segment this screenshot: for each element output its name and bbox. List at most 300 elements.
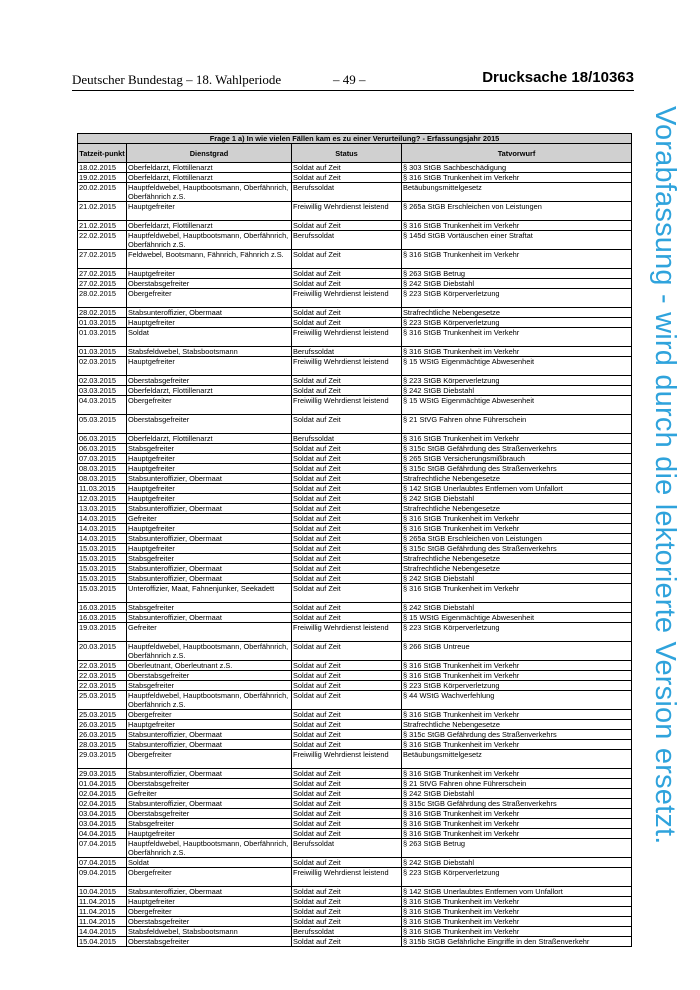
cell-date: 16.03.2015 <box>78 613 127 623</box>
cell-offence: § 315c StGB Gefährdung des Straßenverkehrs <box>402 464 632 474</box>
cell-date: 13.03.2015 <box>78 504 127 514</box>
cell-offence: § 145d StGB Vortäuschen einer Straftat <box>402 231 632 250</box>
cell-offence: § 265a StGB Erschleichen von Leistungen <box>402 202 632 221</box>
table-row <box>78 887 632 897</box>
table-row <box>78 829 632 839</box>
cell-offence: § 316 StGB Trunkenheit im Verkehr <box>402 927 632 937</box>
cell-offence: § 316 StGB Trunkenheit im Verkehr <box>402 829 632 839</box>
cell-status: Soldat auf Zeit <box>292 494 402 504</box>
table-row <box>78 710 632 720</box>
cell-rank: Hauptfeldwebel, Hauptbootsmann, Oberfähnrich, Oberfähnrich z.S. <box>127 642 292 661</box>
cell-offence: § 15 WStG Eigenmächtige Abwesenheit <box>402 396 632 415</box>
cell-rank: Stabsgefreiter <box>127 554 292 564</box>
cell-rank: Obergefreiter <box>127 396 292 415</box>
cell-rank: Hauptgefreiter <box>127 269 292 279</box>
cell-date: 29.03.2015 <box>78 750 127 769</box>
cell-rank: Oberstabsgefreiter <box>127 279 292 289</box>
cell-status: Berufssoldat <box>292 927 402 937</box>
column-header-tatvorwurf: Tatvorwurf <box>402 144 632 163</box>
cell-rank: Hauptgefreiter <box>127 829 292 839</box>
cell-rank: Oberleutnant, Oberleutnant z.S. <box>127 661 292 671</box>
table-row <box>78 681 632 691</box>
cell-offence: § 242 StGB Diebstahl <box>402 603 632 613</box>
cell-offence: Strafrechtliche Nebengesetze <box>402 720 632 730</box>
cell-rank: Hauptfeldwebel, Hauptbootsmann, Oberfähnrich, Oberfähnrich z.S. <box>127 839 292 858</box>
cell-offence: § 15 WStG Eigenmächtige Abwesenheit <box>402 613 632 623</box>
watermark <box>642 106 688 916</box>
cell-date: 15.03.2015 <box>78 584 127 603</box>
table-title: Frage 1 a) In wie vielen Fällen kam es zu einer Verurteilung? - Erfassungsjahr 2015 <box>78 134 632 144</box>
cell-date: 15.03.2015 <box>78 554 127 564</box>
cell-status: Soldat auf Zeit <box>292 779 402 789</box>
cell-status: Soldat auf Zeit <box>292 474 402 484</box>
cell-offence: § 315c StGB Gefährdung des Straßenverkehrs <box>402 730 632 740</box>
column-header-status: Status <box>292 144 402 163</box>
cell-offence: § 265 StGB Versicherungsmißbrauch <box>402 454 632 464</box>
cell-rank: Stabsunteroffizier, Obermaat <box>127 799 292 809</box>
cell-rank: Stabsunteroffizier, Obermaat <box>127 887 292 897</box>
cell-offence: § 316 StGB Trunkenheit im Verkehr <box>402 328 632 347</box>
cell-offence: § 316 StGB Trunkenheit im Verkehr <box>402 434 632 444</box>
cell-status: Soldat auf Zeit <box>292 318 402 328</box>
cell-rank: Hauptgefreiter <box>127 720 292 730</box>
table-row <box>78 434 632 444</box>
cell-offence: § 316 StGB Trunkenheit im Verkehr <box>402 524 632 534</box>
cell-offence: § 242 StGB Diebstahl <box>402 494 632 504</box>
cell-status: Soldat auf Zeit <box>292 376 402 386</box>
table-row <box>78 868 632 887</box>
cell-date: 22.03.2015 <box>78 681 127 691</box>
cell-status: Soldat auf Zeit <box>292 163 402 173</box>
cell-rank: Oberfeldarzt, Flottillenarzt <box>127 221 292 231</box>
data-table <box>77 133 632 947</box>
cell-status: Soldat auf Zeit <box>292 819 402 829</box>
cell-date: 03.04.2015 <box>78 819 127 829</box>
cell-status: Berufssoldat <box>292 231 402 250</box>
cell-status: Soldat auf Zeit <box>292 789 402 799</box>
table-row <box>78 504 632 514</box>
cell-status: Soldat auf Zeit <box>292 661 402 671</box>
cell-date: 15.03.2015 <box>78 574 127 584</box>
cell-offence: § 316 StGB Trunkenheit im Verkehr <box>402 740 632 750</box>
cell-rank: Oberfeldarzt, Flottillenarzt <box>127 173 292 183</box>
cell-rank: Oberstabsgefreiter <box>127 376 292 386</box>
cell-rank: Stabsunteroffizier, Obermaat <box>127 504 292 514</box>
table-row <box>78 897 632 907</box>
cell-rank: Oberfeldarzt, Flottillenarzt <box>127 434 292 444</box>
cell-status: Soldat auf Zeit <box>292 454 402 464</box>
page-number: – 49 – <box>333 72 366 87</box>
cell-status: Soldat auf Zeit <box>292 691 402 710</box>
cell-status: Freiwillig Wehrdienst leistend <box>292 623 402 642</box>
cell-rank: Gefreiter <box>127 623 292 642</box>
column-header-tatzeitpunkt: Tatzeit-punkt <box>78 144 127 163</box>
cell-rank: Obergefreiter <box>127 907 292 917</box>
cell-status: Soldat auf Zeit <box>292 269 402 279</box>
cell-status: Berufssoldat <box>292 434 402 444</box>
cell-date: 25.03.2015 <box>78 691 127 710</box>
cell-rank: Feldwebel, Bootsmann, Fähnrich, Fähnrich z.S. <box>127 250 292 269</box>
cell-date: 03.04.2015 <box>78 809 127 819</box>
cell-rank: Oberfeldarzt, Flottillenarzt <box>127 163 292 173</box>
cell-rank: Stabsunteroffizier, Obermaat <box>127 308 292 318</box>
table-row <box>78 779 632 789</box>
table-row <box>78 564 632 574</box>
cell-date: 28.02.2015 <box>78 289 127 308</box>
cell-date: 14.03.2015 <box>78 534 127 544</box>
cell-date: 05.03.2015 <box>78 415 127 434</box>
cell-offence: Betäubungsmittelgesetz <box>402 183 632 202</box>
cell-status: Freiwillig Wehrdienst leistend <box>292 357 402 376</box>
cell-rank: Obergefreiter <box>127 710 292 720</box>
cell-date: 09.04.2015 <box>78 868 127 887</box>
cell-offence: § 44 WStG Wachverfehlung <box>402 691 632 710</box>
table-row <box>78 661 632 671</box>
cell-rank: Oberstabsgefreiter <box>127 937 292 947</box>
table-row <box>78 907 632 917</box>
cell-status: Soldat auf Zeit <box>292 613 402 623</box>
cell-offence: § 315c StGB Gefährdung des Straßenverkehrs <box>402 444 632 454</box>
table-row <box>78 858 632 868</box>
cell-status: Soldat auf Zeit <box>292 799 402 809</box>
cell-rank: Hauptfeldwebel, Hauptbootsmann, Oberfähnrich, Oberfähnrich z.S. <box>127 231 292 250</box>
cell-status: Freiwillig Wehrdienst leistend <box>292 328 402 347</box>
cell-status: Freiwillig Wehrdienst leistend <box>292 289 402 308</box>
table-row <box>78 809 632 819</box>
cell-date: 02.04.2015 <box>78 789 127 799</box>
cell-offence: § 316 StGB Trunkenheit im Verkehr <box>402 661 632 671</box>
cell-status: Soldat auf Zeit <box>292 173 402 183</box>
cell-date: 14.04.2015 <box>78 927 127 937</box>
cell-date: 11.04.2015 <box>78 897 127 907</box>
cell-date: 02.04.2015 <box>78 799 127 809</box>
cell-date: 07.04.2015 <box>78 858 127 868</box>
cell-status: Soldat auf Zeit <box>292 415 402 434</box>
table-row <box>78 789 632 799</box>
header-left: Deutscher Bundestag – 18. Wahlperiode <box>72 72 282 87</box>
cell-date: 18.02.2015 <box>78 163 127 173</box>
cell-date: 11.04.2015 <box>78 907 127 917</box>
table-row <box>78 642 632 661</box>
cell-offence: § 316 StGB Trunkenheit im Verkehr <box>402 173 632 183</box>
cell-status: Soldat auf Zeit <box>292 554 402 564</box>
cell-rank: Oberfeldarzt, Flottillenarzt <box>127 386 292 396</box>
table-row <box>78 839 632 858</box>
table-row <box>78 454 632 464</box>
table-row <box>78 623 632 642</box>
cell-date: 14.03.2015 <box>78 514 127 524</box>
table-row <box>78 750 632 769</box>
cell-status: Soldat auf Zeit <box>292 250 402 269</box>
cell-status: Soldat auf Zeit <box>292 681 402 691</box>
cell-status: Soldat auf Zeit <box>292 809 402 819</box>
cell-status: Berufssoldat <box>292 839 402 858</box>
table-row <box>78 484 632 494</box>
cell-status: Soldat auf Zeit <box>292 710 402 720</box>
cell-offence: § 263 StGB Betrug <box>402 269 632 279</box>
cell-rank: Stabsunteroffizier, Obermaat <box>127 574 292 584</box>
cell-date: 01.03.2015 <box>78 318 127 328</box>
table-row <box>78 231 632 250</box>
cell-rank: Stabsunteroffizier, Obermaat <box>127 613 292 623</box>
cell-rank: Obergefreiter <box>127 868 292 887</box>
cell-status: Freiwillig Wehrdienst leistend <box>292 868 402 887</box>
cell-rank: Stabsfeldwebel, Stabsbootsmann <box>127 347 292 357</box>
cell-status: Freiwillig Wehrdienst leistend <box>292 396 402 415</box>
table-row <box>78 927 632 937</box>
cell-offence: § 223 StGB Körperverletzung <box>402 623 632 642</box>
cell-rank: Hauptgefreiter <box>127 464 292 474</box>
cell-date: 15.04.2015 <box>78 937 127 947</box>
cell-status: Soldat auf Zeit <box>292 504 402 514</box>
cell-date: 19.03.2015 <box>78 623 127 642</box>
cell-offence: § 316 StGB Trunkenheit im Verkehr <box>402 769 632 779</box>
cell-status: Soldat auf Zeit <box>292 769 402 779</box>
table-row <box>78 444 632 454</box>
table-row <box>78 799 632 809</box>
cell-offence: § 316 StGB Trunkenheit im Verkehr <box>402 907 632 917</box>
column-header-dienstgrad: Dienstgrad <box>127 144 292 163</box>
cell-offence: § 242 StGB Diebstahl <box>402 386 632 396</box>
table-row <box>78 819 632 829</box>
cell-date: 27.02.2015 <box>78 269 127 279</box>
table-row <box>78 937 632 947</box>
cell-rank: Stabsgefreiter <box>127 603 292 613</box>
cell-rank: Stabsfeldwebel, Stabsbootsmann <box>127 927 292 937</box>
cell-status: Soldat auf Zeit <box>292 740 402 750</box>
cell-rank: Oberstabsgefreiter <box>127 415 292 434</box>
cell-date: 07.04.2015 <box>78 839 127 858</box>
cell-status: Soldat auf Zeit <box>292 858 402 868</box>
cell-status: Soldat auf Zeit <box>292 907 402 917</box>
cell-date: 21.02.2015 <box>78 202 127 221</box>
cell-rank: Hauptgefreiter <box>127 484 292 494</box>
cell-offence: Strafrechtliche Nebengesetze <box>402 564 632 574</box>
cell-status: Soldat auf Zeit <box>292 897 402 907</box>
cell-offence: § 315b StGB Gefährliche Eingriffe in den Straßenverkehr <box>402 937 632 947</box>
cell-offence: § 266 StGB Untreue <box>402 642 632 661</box>
cell-rank: Stabsunteroffizier, Obermaat <box>127 534 292 544</box>
cell-status: Freiwillig Wehrdienst leistend <box>292 750 402 769</box>
header-divider <box>72 90 634 91</box>
cell-offence: § 21 StVG Fahren ohne Führerschein <box>402 779 632 789</box>
table-row <box>78 221 632 231</box>
cell-offence: Strafrechtliche Nebengesetze <box>402 504 632 514</box>
table-row <box>78 415 632 434</box>
cell-status: Soldat auf Zeit <box>292 308 402 318</box>
document-label-prefix: Drucksache 18/ <box>482 69 593 86</box>
cell-rank: Hauptfeldwebel, Hauptbootsmann, Oberfähnrich, Oberfähnrich z.S. <box>127 183 292 202</box>
cell-offence: Strafrechtliche Nebengesetze <box>402 474 632 484</box>
cell-date: 02.03.2015 <box>78 376 127 386</box>
cell-date: 26.03.2015 <box>78 720 127 730</box>
table-row <box>78 202 632 221</box>
cell-offence: § 223 StGB Körperverletzung <box>402 868 632 887</box>
cell-offence: § 316 StGB Trunkenheit im Verkehr <box>402 347 632 357</box>
cell-status: Freiwillig Wehrdienst leistend <box>292 202 402 221</box>
document-label <box>482 69 634 86</box>
cell-rank: Hauptgefreiter <box>127 544 292 554</box>
table-row <box>78 474 632 484</box>
cell-date: 27.02.2015 <box>78 250 127 269</box>
cell-date: 07.03.2015 <box>78 454 127 464</box>
cell-rank: Stabsgefreiter <box>127 819 292 829</box>
cell-date: 02.03.2015 <box>78 357 127 376</box>
table-row <box>78 534 632 544</box>
table-row <box>78 524 632 534</box>
table-row <box>78 691 632 710</box>
table-row <box>78 173 632 183</box>
cell-status: Soldat auf Zeit <box>292 464 402 474</box>
cell-date: 22.03.2015 <box>78 661 127 671</box>
cell-date: 11.03.2015 <box>78 484 127 494</box>
cell-offence: Betäubungsmittelgesetz <box>402 750 632 769</box>
cell-status: Soldat auf Zeit <box>292 671 402 681</box>
table-row <box>78 613 632 623</box>
cell-offence: § 303 StGB Sachbeschädigung <box>402 163 632 173</box>
table-row <box>78 671 632 681</box>
cell-date: 19.02.2015 <box>78 173 127 183</box>
table-row <box>78 250 632 269</box>
cell-offence: § 223 StGB Körperverletzung <box>402 318 632 328</box>
cell-date: 15.03.2015 <box>78 564 127 574</box>
cell-date: 21.02.2015 <box>78 221 127 231</box>
cell-rank: Stabsunteroffizier, Obermaat <box>127 740 292 750</box>
cell-rank: Unteroffizier, Maat, Fahnenjunker, Seekadett <box>127 584 292 603</box>
table-row <box>78 740 632 750</box>
document-number: 10363 <box>592 69 634 86</box>
cell-offence: § 316 StGB Trunkenheit im Verkehr <box>402 897 632 907</box>
cell-offence: § 15 WStG Eigenmächtige Abwesenheit <box>402 357 632 376</box>
cell-date: 28.02.2015 <box>78 308 127 318</box>
cell-status: Soldat auf Zeit <box>292 221 402 231</box>
cell-status: Soldat auf Zeit <box>292 574 402 584</box>
cell-rank: Stabsunteroffizier, Obermaat <box>127 564 292 574</box>
cell-offence: § 242 StGB Diebstahl <box>402 279 632 289</box>
cell-date: 03.03.2015 <box>78 386 127 396</box>
cell-offence: § 223 StGB Körperverletzung <box>402 376 632 386</box>
cell-offence: Strafrechtliche Nebengesetze <box>402 554 632 564</box>
table-row <box>78 730 632 740</box>
cell-rank: Stabsunteroffizier, Obermaat <box>127 474 292 484</box>
cell-offence: § 142 StGB Unerlaubtes Entfernen vom Unfallort <box>402 887 632 897</box>
cell-date: 27.02.2015 <box>78 279 127 289</box>
cell-rank: Oberstabsgefreiter <box>127 809 292 819</box>
cell-rank: Soldat <box>127 328 292 347</box>
cell-offence: § 265a StGB Erschleichen von Leistungen <box>402 534 632 544</box>
cell-status: Soldat auf Zeit <box>292 887 402 897</box>
cell-rank: Hauptgefreiter <box>127 202 292 221</box>
table-row <box>78 289 632 308</box>
table-body <box>78 163 632 947</box>
cell-offence: § 242 StGB Diebstahl <box>402 574 632 584</box>
cell-offence: § 316 StGB Trunkenheit im Verkehr <box>402 819 632 829</box>
cell-date: 28.03.2015 <box>78 740 127 750</box>
cell-date: 20.02.2015 <box>78 183 127 202</box>
cell-rank: Hauptfeldwebel, Hauptbootsmann, Oberfähnrich, Oberfähnrich z.S. <box>127 691 292 710</box>
table-row <box>78 769 632 779</box>
cell-status: Soldat auf Zeit <box>292 829 402 839</box>
cell-offence: § 242 StGB Diebstahl <box>402 789 632 799</box>
cell-rank: Gefreiter <box>127 789 292 799</box>
cell-offence: § 142 StGB Unerlaubtes Entfernen vom Unfallort <box>402 484 632 494</box>
cell-rank: Oberstabsgefreiter <box>127 779 292 789</box>
cell-status: Soldat auf Zeit <box>292 544 402 554</box>
cell-rank: Soldat <box>127 858 292 868</box>
cell-status: Soldat auf Zeit <box>292 514 402 524</box>
cell-date: 26.03.2015 <box>78 730 127 740</box>
cell-status: Soldat auf Zeit <box>292 642 402 661</box>
table-row <box>78 347 632 357</box>
cell-date: 14.03.2015 <box>78 524 127 534</box>
cell-rank: Oberstabsgefreiter <box>127 917 292 927</box>
cell-rank: Hauptgefreiter <box>127 357 292 376</box>
cell-status: Berufssoldat <box>292 183 402 202</box>
cell-status: Soldat auf Zeit <box>292 534 402 544</box>
cell-rank: Gefreiter <box>127 514 292 524</box>
cell-offence: § 316 StGB Trunkenheit im Verkehr <box>402 514 632 524</box>
table-row <box>78 279 632 289</box>
cell-date: 16.03.2015 <box>78 603 127 613</box>
table-row <box>78 917 632 927</box>
cell-offence: § 316 StGB Trunkenheit im Verkehr <box>402 250 632 269</box>
table-row <box>78 308 632 318</box>
cell-status: Soldat auf Zeit <box>292 603 402 613</box>
cell-rank: Hauptgefreiter <box>127 318 292 328</box>
table-row <box>78 514 632 524</box>
cell-rank: Stabsunteroffizier, Obermaat <box>127 730 292 740</box>
cell-rank: Hauptgefreiter <box>127 524 292 534</box>
cell-offence: § 316 StGB Trunkenheit im Verkehr <box>402 710 632 720</box>
cell-rank: Hauptgefreiter <box>127 897 292 907</box>
cell-offence: § 21 StVG Fahren ohne Führerschein <box>402 415 632 434</box>
cell-status: Soldat auf Zeit <box>292 720 402 730</box>
table-row <box>78 554 632 564</box>
cell-date: 11.04.2015 <box>78 917 127 927</box>
cell-offence: § 242 StGB Diebstahl <box>402 858 632 868</box>
cell-status: Soldat auf Zeit <box>292 937 402 947</box>
cell-date: 01.03.2015 <box>78 347 127 357</box>
cell-status: Berufssoldat <box>292 347 402 357</box>
cell-status: Soldat auf Zeit <box>292 484 402 494</box>
table-row <box>78 328 632 347</box>
cell-date: 10.04.2015 <box>78 887 127 897</box>
table-row <box>78 603 632 613</box>
cell-rank: Obergefreiter <box>127 750 292 769</box>
cell-date: 06.03.2015 <box>78 434 127 444</box>
cell-status: Soldat auf Zeit <box>292 279 402 289</box>
table-row <box>78 720 632 730</box>
table-row <box>78 544 632 554</box>
cell-offence: § 316 StGB Trunkenheit im Verkehr <box>402 584 632 603</box>
cell-rank: Hauptgefreiter <box>127 494 292 504</box>
cell-status: Soldat auf Zeit <box>292 444 402 454</box>
cell-offence: § 316 StGB Trunkenheit im Verkehr <box>402 221 632 231</box>
cell-rank: Stabsgefreiter <box>127 444 292 454</box>
cell-offence: § 316 StGB Trunkenheit im Verkehr <box>402 671 632 681</box>
cell-rank: Stabsunteroffizier, Obermaat <box>127 769 292 779</box>
cell-date: 06.03.2015 <box>78 444 127 454</box>
cell-date: 04.04.2015 <box>78 829 127 839</box>
cell-date: 08.03.2015 <box>78 474 127 484</box>
cell-offence: § 223 StGB Körperverletzung <box>402 289 632 308</box>
cell-offence: § 316 StGB Trunkenheit im Verkehr <box>402 809 632 819</box>
cell-offence: Strafrechtliche Nebengesetze <box>402 308 632 318</box>
cell-date: 25.03.2015 <box>78 710 127 720</box>
table-row <box>78 396 632 415</box>
cell-date: 08.03.2015 <box>78 464 127 474</box>
cell-date: 22.02.2015 <box>78 231 127 250</box>
